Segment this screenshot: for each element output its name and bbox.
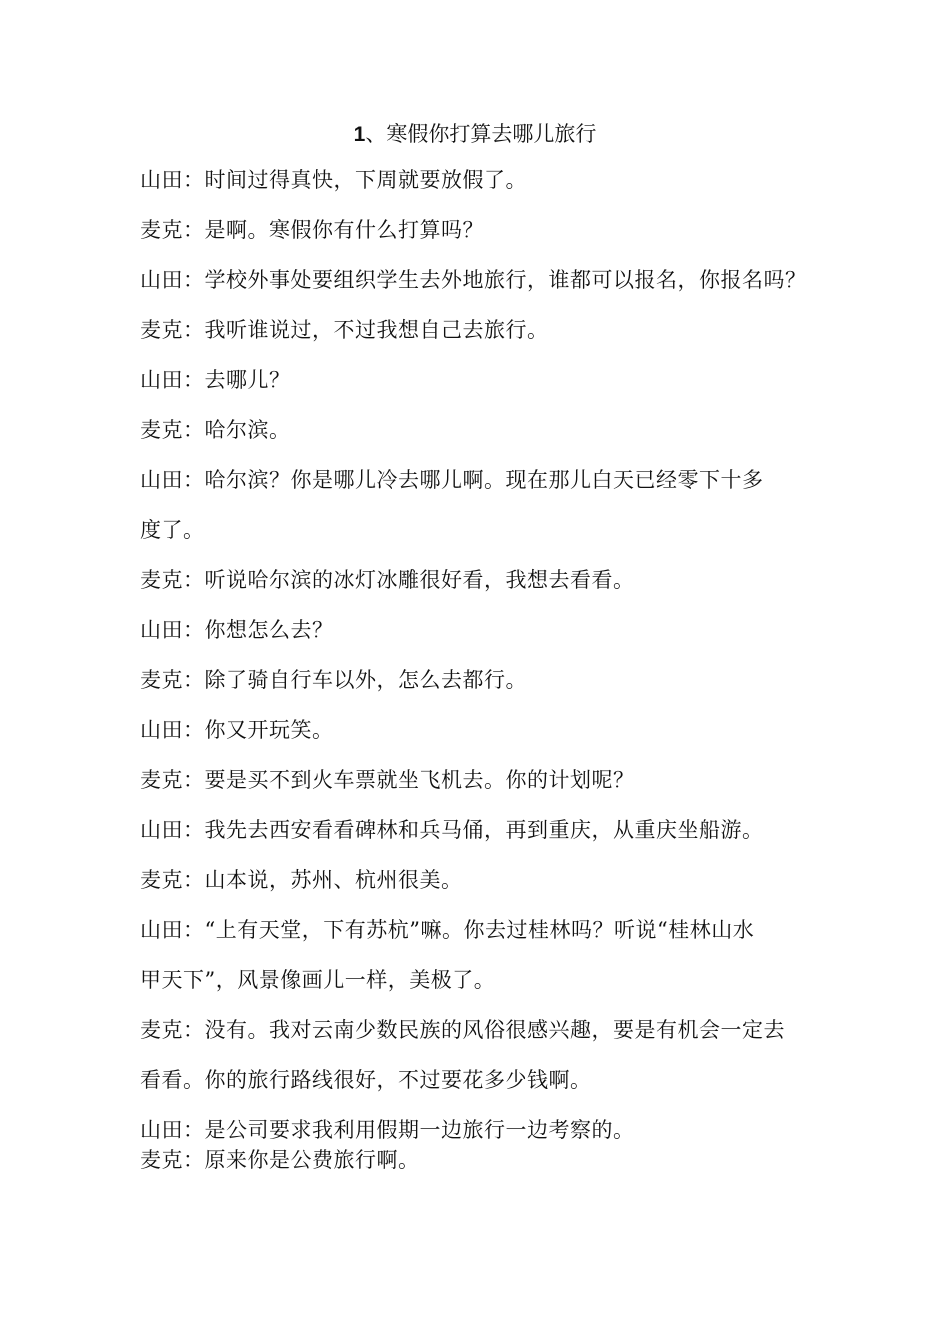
title-number: 1 bbox=[353, 123, 366, 146]
dialogue-line: 麦克：要是买不到火车票就坐飞机去。你的计划呢？ bbox=[140, 768, 635, 792]
dialogue-line-continued: 度了。 bbox=[140, 518, 205, 542]
dialogue-line: 麦克：没有。我对云南少数民族的风俗很感兴趣，要是有机会一定去 bbox=[140, 1018, 785, 1042]
dialogue-line: 山田：哈尔滨？你是哪儿冷去哪儿啊。现在那儿白天已经零下十多 bbox=[140, 468, 764, 492]
dialogue-line: 麦克：除了骑自行车以外，怎么去都行。 bbox=[140, 668, 527, 692]
dialogue-line: 山田：时间过得真快，下周就要放假了。 bbox=[140, 168, 527, 192]
dialogue-line: 麦克：山本说，苏州、杭州很美。 bbox=[140, 868, 463, 892]
dialogue-line: 山田：我先去西安看看碑林和兵马俑，再到重庆，从重庆坐船游。 bbox=[140, 818, 764, 842]
dialogue-line: 山田：学校外事处要组织学生去外地旅行，谁都可以报名，你报名吗？ bbox=[140, 268, 807, 292]
dialogue-line: 麦克：是啊。寒假你有什么打算吗？ bbox=[140, 218, 484, 242]
dialogue-line-continued: 看看。你的旅行路线很好，不过要花多少钱啊。 bbox=[140, 1068, 592, 1092]
page-title bbox=[0, 118, 950, 151]
dialogue-line: 山田：你又开玩笑。 bbox=[140, 718, 334, 742]
dialogue-line-continued: 甲天下”，风景像画儿一样，美极了。 bbox=[140, 968, 496, 992]
dialogue-line: 麦克：哈尔滨。 bbox=[140, 418, 291, 442]
dialogue-line: 麦克：我听谁说过，不过我想自己去旅行。 bbox=[140, 318, 549, 342]
dialogue-line: 麦克：原来你是公费旅行啊。 bbox=[140, 1148, 420, 1172]
dialogue-line: 山田：去哪儿？ bbox=[140, 368, 291, 392]
title-text: 、寒假你打算去哪儿旅行 bbox=[365, 122, 597, 146]
dialogue-line: 山田：是公司要求我利用假期一边旅行一边考察的。 bbox=[140, 1118, 635, 1142]
dialogue-line: 山田：你想怎么去？ bbox=[140, 618, 334, 642]
dialogue-line: 山田：“上有天堂，下有苏杭”嘛。你去过桂林吗？听说“桂林山水 bbox=[140, 918, 755, 942]
dialogue-line: 麦克：听说哈尔滨的冰灯冰雕很好看，我想去看看。 bbox=[140, 568, 635, 592]
